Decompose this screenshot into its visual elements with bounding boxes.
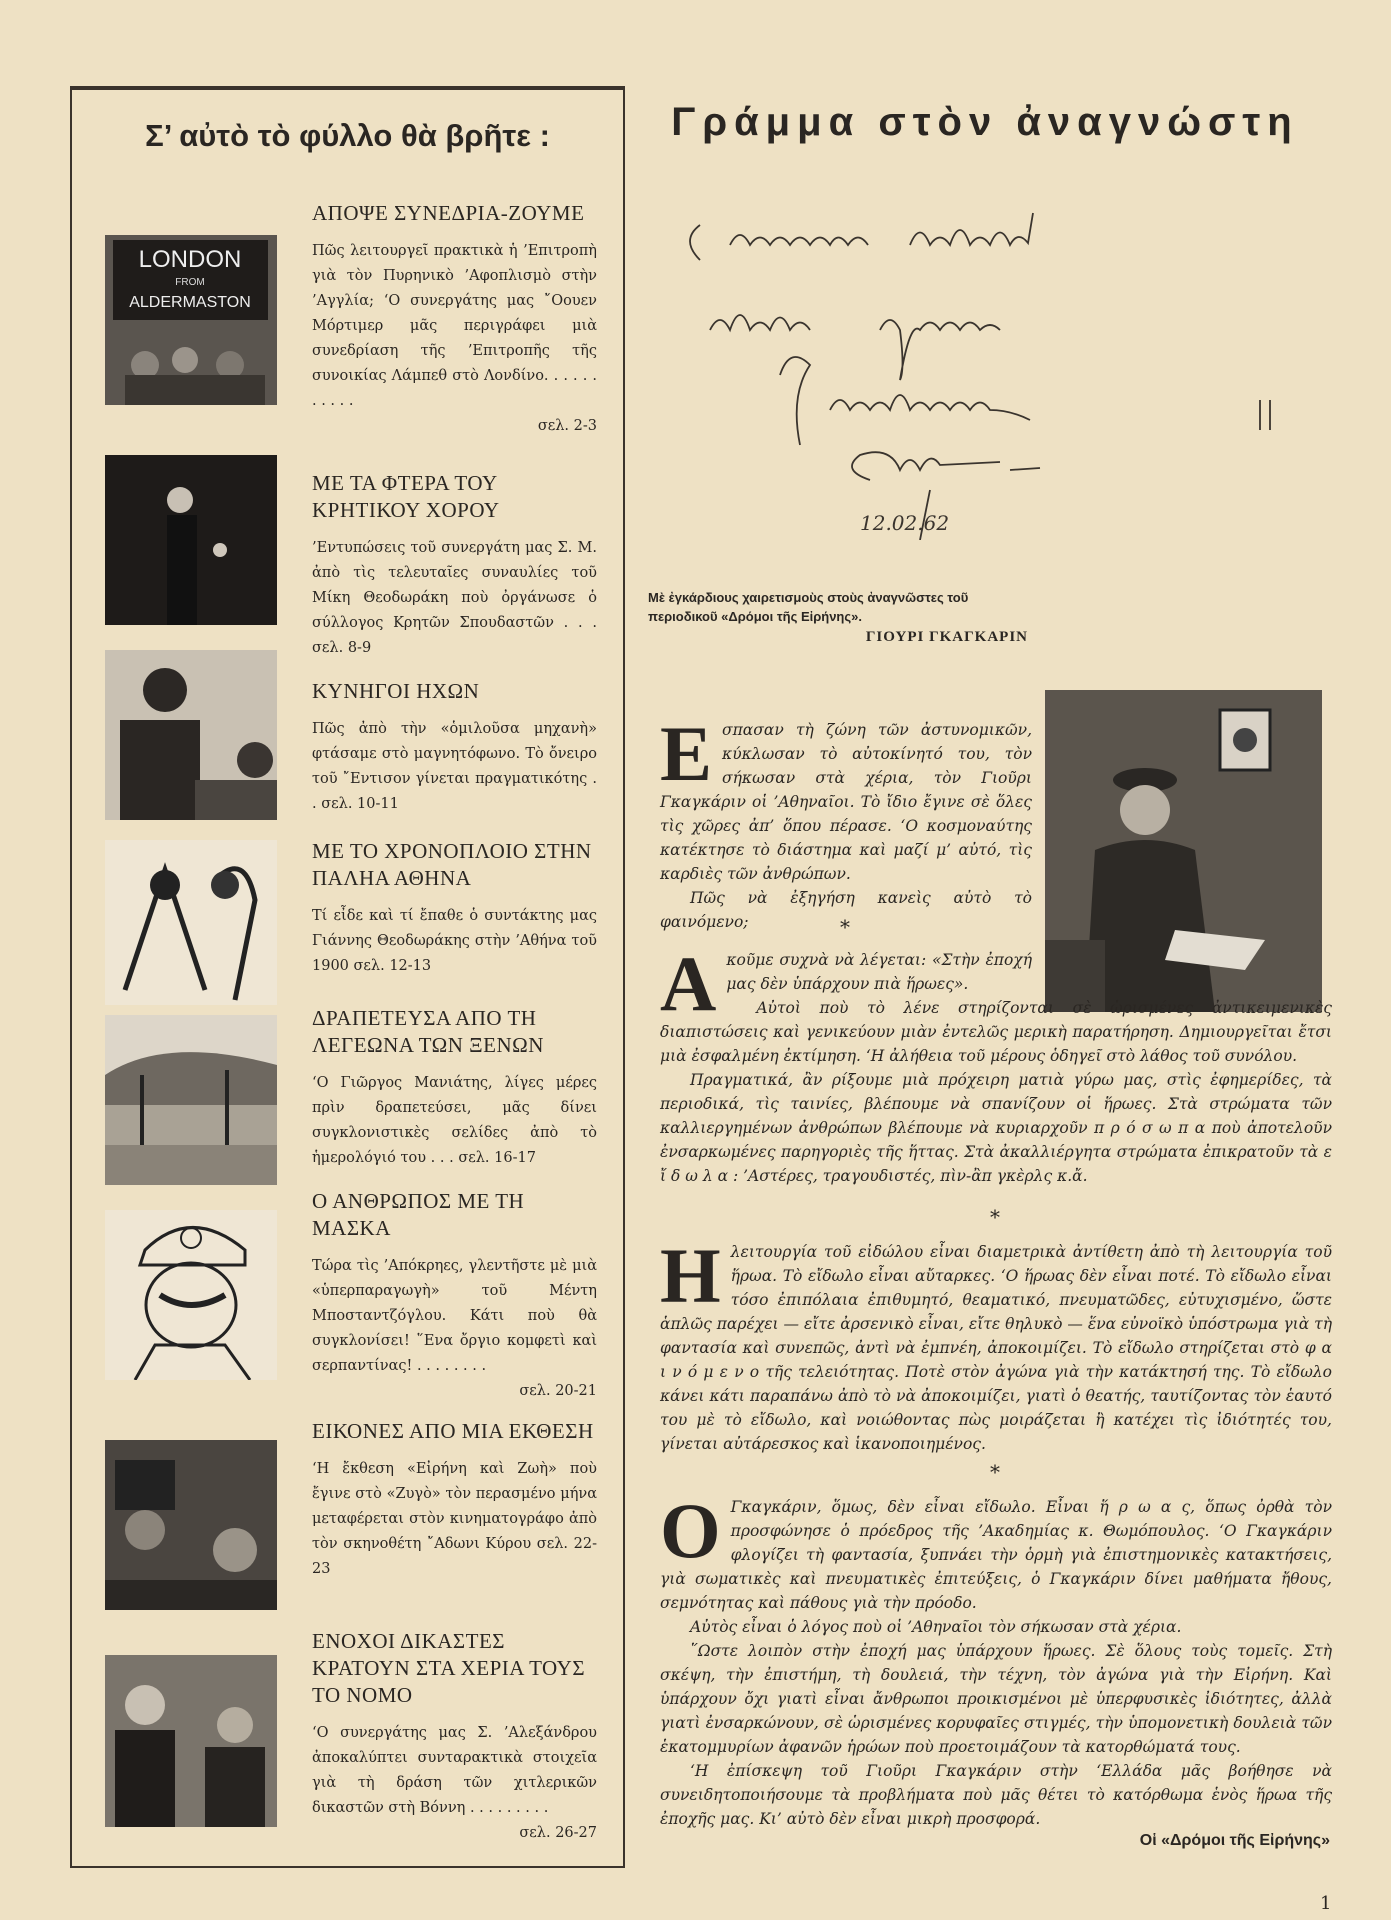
article-sign-off: Οἱ «Δρόμοι τῆς Εἰρήνης» — [1139, 1832, 1330, 1849]
photo-gramophone — [105, 650, 277, 820]
toc-entry[interactable] — [312, 200, 597, 439]
entry-heading: ΚΥΝΗΓΟΙ ΗΧΩΝ — [312, 679, 480, 703]
toc-entry[interactable] — [312, 470, 597, 661]
paragraph: Πραγματικά, ἂν ρίξουμε μιὰ πρόχειρη ματιὰ γύρω μας, στὶς ἐφημερίδες, τὰ περιοδικά, τὶς ταινίες, βλέπουμε νὰ σπανίζουν οἱ ἥρωες. Στὰ στρώματα τῶν καλλιεργημένων ἀνθρώπων βλέπουμε νὰ κυριαρχοῦν π ρ ό σ ω π α ποὺ ἀποτελοῦν ἐνσαρκωμένες παρηγοριὲς τῆς ἥττας. Στὰ ἀκαλλιέργητα στρώματα ἐπικρατοῦν τὰ ε ἴ δ ω λ α : ’Αστέρες, τραγουδιστές, πὶν-ἂπ γκὲρλς κ.ἄ. — [660, 1071, 1332, 1185]
banner-text-from: FROM — [175, 277, 205, 288]
paragraph: κοῦμε συχνὰ νὰ λέγεται: «Στὴν ἐποχή μας δὲν ὑπάρχουν πιὰ ἥρωες». — [726, 951, 1032, 993]
entry-heading: Ο ΑΝΘΡΩΠΟΣ ΜΕ ΤΗ ΜΑΣΚΑ — [312, 1189, 525, 1240]
entry-text: Πῶς λειτουργεῖ πρακτικὰ ἡ ’Επιτροπὴ γιὰ τὸν Πυρηνικὸ ’Αφοπλισμὸ στὴν ’Αγγλία; ‘Ο συνεργάτης μας ῎Οουεν Μόρτιμερ μᾶς περιγράφει μιὰ συνεδρίαση τῆς ’Επιτροπῆς τῆς συνοικίας Λάμπεθ στὸ Λονδίνο. . . . . . . . . . . — [312, 243, 597, 409]
entry-text: ‘Ο Γιῶργος Μανιάτης, λίγες μέρες πρὶν δραπετεύσει, μᾶς δίνει συγκλονιστικὲς σελίδες ἀπὸ τὸ ἡμερολόγιό του . . . — [312, 1075, 597, 1166]
photo-judges — [105, 1655, 277, 1827]
drop-cap: Ο — [660, 1487, 721, 1574]
article-section-4 — [660, 1487, 1332, 1831]
article-section-1 — [660, 710, 1032, 934]
entry-heading: ΜΕ ΤΑ ΦΤΕΡΑ ΤΟΥ ΚΡΗΤΙΚΟΥ ΧΟΡΟΥ — [312, 471, 500, 522]
dedication-caption — [648, 588, 1028, 647]
handwritten-date: 12.02.62 — [860, 511, 950, 535]
photo-aldermaston-march — [105, 235, 277, 405]
entry-heading: ΔΡΑΠΕΤΕΥΣΑ ΑΠΟ ΤΗ ΛΕΓΕΩΝΑ ΤΩΝ ΞΕΝΩΝ — [312, 1006, 544, 1057]
toc-entry[interactable] — [312, 1005, 597, 1171]
entry-page: σελ. 20-21 — [519, 1383, 597, 1399]
entry-heading: ΕΝΟΧΟΙ ΔΙΚΑΣΤΕΣ ΚΡΑΤΟΥΝ ΣΤΑ ΧΕΡΙΑ ΤΟΥΣ ΤΟ ΝΟΜΟ — [312, 1629, 586, 1707]
drop-cap: Α — [660, 940, 717, 1027]
cartoon-man-with-mask — [105, 1210, 277, 1380]
entry-page: σελ. 10-11 — [321, 796, 399, 812]
caption-text: Μὲ ἐγκάρδιους χαιρετισμοὺς στοὺς ἀναγνῶστες τοῦ περιοδικοῦ «Δρόμοι τῆς Εἰρήνης». — [648, 590, 969, 624]
entry-text: Πῶς ἀπὸ τὴν «ὁμιλοῦσα μηχανὴ» φτάσαμε στὸ μαγνητόφωνο. Τὸ ὄνειρο τοῦ ῎Εντισον γίνεται πραγματικότης . . — [312, 721, 597, 812]
entry-page: σελ. 12-13 — [353, 958, 432, 974]
handwritten-dedication-signature — [660, 200, 1300, 540]
section-separator: * — [990, 1460, 1000, 1484]
entry-heading: ΕΙΚΟΝΕΣ ΑΠΟ ΜΙΑ ΕΚΘΕΣΗ — [312, 1419, 594, 1443]
toc-entry[interactable] — [312, 838, 597, 979]
entry-text: ‘Ο συνεργάτης μας Σ. ’Αλεξάνδρου ἀποκαλύπτει συνταρακτικὰ στοιχεῖα γιὰ τὴ δράση τῶν χιτλερικῶν δικαστῶν στὴ Βόννη . . . . . . . . . — [312, 1725, 597, 1816]
article-section-2 — [660, 940, 1332, 1188]
toc-entry[interactable] — [312, 1628, 597, 1846]
photo-palm-trees — [105, 1015, 277, 1185]
entry-text: Τί εἶδε καὶ τί ἔπαθε ὁ συντάκτης μας Γιάννης Θεοδωράκης στὴν ’Αθήνα τοῦ 1900 — [312, 908, 597, 974]
entry-heading: ΑΠΟΨΕ ΣΥΝΕΔΡΙΑ-ΖΟΥΜΕ — [312, 201, 585, 225]
paragraph: Πῶς νὰ ἐξηγήση κανεὶς αὐτὸ τὸ φαινόμενο; — [660, 889, 1032, 931]
entry-page: σελ. 16-17 — [458, 1150, 536, 1166]
entry-heading: ΜΕ ΤΟ ΧΡΟΝΟΠΛΟΙΟ ΣΤΗΝ ΠΑΛΗΑ ΑΘΗΝΑ — [312, 839, 592, 890]
drop-cap: Ε — [660, 710, 713, 797]
paragraph: λειτουργία τοῦ εἰδώλου εἶναι διαμετρικὰ ἀντίθετη ἀπὸ τὴ λειτουργία τοῦ ἥρωα. Τὸ εἴδωλο εἶναι αὔταρκες. ‘Ο ἥρωας δὲν εἶναι ποτέ. Τὸ εἴδωλο εἶναι τόσο ἐπιπόλαια ἐπιθυμητό, θεαματικό, πνευματῶδες, εὐτυχισμένο, ὥστε ἁπλῶς παρέχει — εἴτε ἀρσενικὸ εἶναι, εἴτε θηλυκὸ — ἕνα εὐνοϊκὸ ὑπόστρωμα γιὰ τὴ φαντασία καὶ συνεπῶς, ἀντὶ νὰ ἐμπνέη, ἀποκοιμίζει. Τὸ εἴδωλο στηρίζεται στὸ φ α ι ν ό μ ε ν ο τῆς τελειότητας. Ποτὲ στὸν ἀγώνα γιὰ τὴν κατάκτησή της. Τὸ εἴδωλο κάνει κάτι παραπάνω ἀπὸ τὸ νὰ ἀποκοιμίζει, γιατὶ ὁ θεατής, ταυτίζοντας τὸν ἑαυτό του μὲ τὸ εἴδωλο, καὶ νοιώθοντας πὼς μοιράζεται ἢ κατέχει τὶς ἰδιότητές του, γίνεται αὐτάρεσκος καὶ ἱκανοποιημένος. — [660, 1243, 1332, 1453]
toc-entry[interactable] — [312, 1188, 597, 1404]
section-separator: * — [990, 1205, 1000, 1229]
entry-text: ‘Η ἔκθεση «Εἰρήνη καὶ Ζωὴ» ποὺ ἔγινε στὸ «Ζυγὸ» τὸν περασμένο μήνα μεταφέρεται στὸν κινηματογράφο ἀπὸ τὸν σκηνοθέτη ῎Αδωνι Κύρου — [312, 1461, 597, 1552]
paragraph: Αὐτοὶ ποὺ τὸ λένε στηρίζονται σὲ ὡρισμένες ἀντικειμενικὲς διαπιστώσεις καὶ γενικεύουν μιὰν ἐντελῶς μερικὴ παρατήρηση. Δημιουργεῖται ἔτσι μιὰ ἐσφαλμένη ἐκτίμηση. ‘Η ἀλήθεια τοῦ μέρους ὁδηγεῖ στὸ λάθος τοῦ συνόλου. — [660, 999, 1332, 1065]
entry-text: Τώρα τὶς ’Απόκρηες, γλεντῆστε μὲ μιὰ «ὑπερπαραγωγὴ» τοῦ Μέντη Μποσταντζόγλου. Κάτι ποὺ θὰ συγκλονίσει! ῞Ενα ὄργιο κομφετὶ καὶ σερπαντίνας! . . . . . . . . — [312, 1258, 597, 1374]
entry-page: σελ. 26-27 — [519, 1825, 597, 1841]
entry-page: σελ. 22-23 — [312, 1536, 598, 1577]
entry-page: σελ. 2-3 — [537, 418, 597, 434]
banner-text-london: LONDON — [138, 246, 242, 273]
toc-title: Σ’ αὐτὸ τὸ φύλλο θὰ βρῆτε : — [145, 118, 550, 153]
caption-signature: ΓΙΟΥΡΙ ΓΚΑΓΚΑΡΙΝ — [865, 629, 1028, 645]
photo-concert — [105, 455, 277, 625]
page-number: 1 — [1320, 1893, 1332, 1914]
paragraph: σπασαν τὴ ζώνη τῶν ἀστυνομικῶν, κύκλωσαν τὸ αὐτοκίνητό του, τὸν σήκωσαν στὰ χέρια, τὸν Γιοῦρι Γκαγκάριν οἱ ’Αθηναῖοι. Τὸ ἴδιο ἔγινε σὲ ὅλες τὶς χῶρες ἀπ’ ὅπου πέρασε. ‘Ο κοσμοναύτης κατέκτησε τὸ διάστημα καὶ μαζί μ’ αὐτό, τὶς καρδιὲς τῶν ἀνθρώπων. — [660, 721, 1032, 883]
toc-entry[interactable] — [312, 678, 597, 817]
photo-exhibition-filming — [105, 1440, 277, 1610]
entry-text: ’Εντυπώσεις τοῦ συνεργάτη μας Σ. Μ. ἀπὸ τὶς τελευταῖες συναυλίες τοῦ Μίκη Θεοδωράκη ποὺ ὀργάνωσε ὁ σύλλογος Κρητῶν Σπουδαστῶν . . . — [312, 540, 597, 631]
banner-text-aldermaston: ALDERMASTON — [129, 294, 251, 311]
cartoon-time-machine — [105, 840, 277, 1005]
paragraph: Γκαγκάριν, ὅμως, δὲν εἶναι εἴδωλο. Εἶναι ἥ ρ ω α ς, ὅπως ὀρθὰ τὸν προσφώνησε ὁ πρόεδρος τῆς ’Ακαδημίας κ. Θωμόπουλος. ‘Ο Γκαγκάριν φλογίζει τὴ φαντασία, ξυπνάει τὴν ὁρμὴ γιὰ ἐπιστημονικὲς κατακτήσεις, γιὰ σωματικὲς καὶ πνευματικὲς ἐπιτεύξεις, ὁ Γκαγκάριν δίνει μαθήματα ἤθους, σεμνότητας καὶ πάθους γιὰ τὴν πρόοδο. — [660, 1498, 1332, 1612]
paragraph: ῞Ωστε λοιπὸν στὴν ἐποχή μας ὑπάρχουν ἥρωες. Σὲ ὅλους τοὺς τομεῖς. Στὴ σκέψη, τὴν ἐπιστήμη, τὴ δουλειά, τὴν τέχνη, τὸν ἀγώνα γιὰ τὴν Εἰρήνη. Καὶ ὑπάρχουν ὄχι γιατὶ εἶναι ἄνθρωποι προικισμένοι μὲ ὑπερφυσικὲς ἰδιότητες, ἀλλὰ γιατὶ ἐνσαρκώνουν, σὲ ὡρισμένες κορυφαῖες στιγμές, τὴν ὑπομονετικὴ δουλειὰ τῶν ἑκατομμυρίων ἀφανῶν ἡρώων ποὺ προετοιμάζουν τὰ κατορθώματά τους. — [660, 1642, 1332, 1756]
paragraph: Αὐτὸς εἶναι ὁ λόγος ποὺ οἱ ’Αθηναῖοι τὸν σήκωσαν στὰ χέρια. — [690, 1618, 1182, 1636]
letter-title: Γράμμα στὸν ἀναγνώστη — [671, 100, 1299, 144]
article-section-3 — [660, 1232, 1332, 1456]
toc-entry[interactable] — [312, 1418, 597, 1582]
entry-page: σελ. 8-9 — [312, 640, 372, 656]
section-separator: * — [840, 915, 850, 939]
paragraph: ‘Η ἐπίσκεψη τοῦ Γιοῦρι Γκαγκάριν στὴν ‘Ελλάδα μᾶς βοήθησε νὰ συνειδητοποιήσουμε τὰ προβλήματα ποὺ μᾶς θέτει τὸ κατόρθωμα ἑνὸς ἥρωα τῆς ἐποχῆς μας. Κι’ αὐτὸ δὲν εἶναι μικρὴ προσφορά. — [660, 1762, 1332, 1828]
drop-cap: Η — [660, 1232, 721, 1319]
